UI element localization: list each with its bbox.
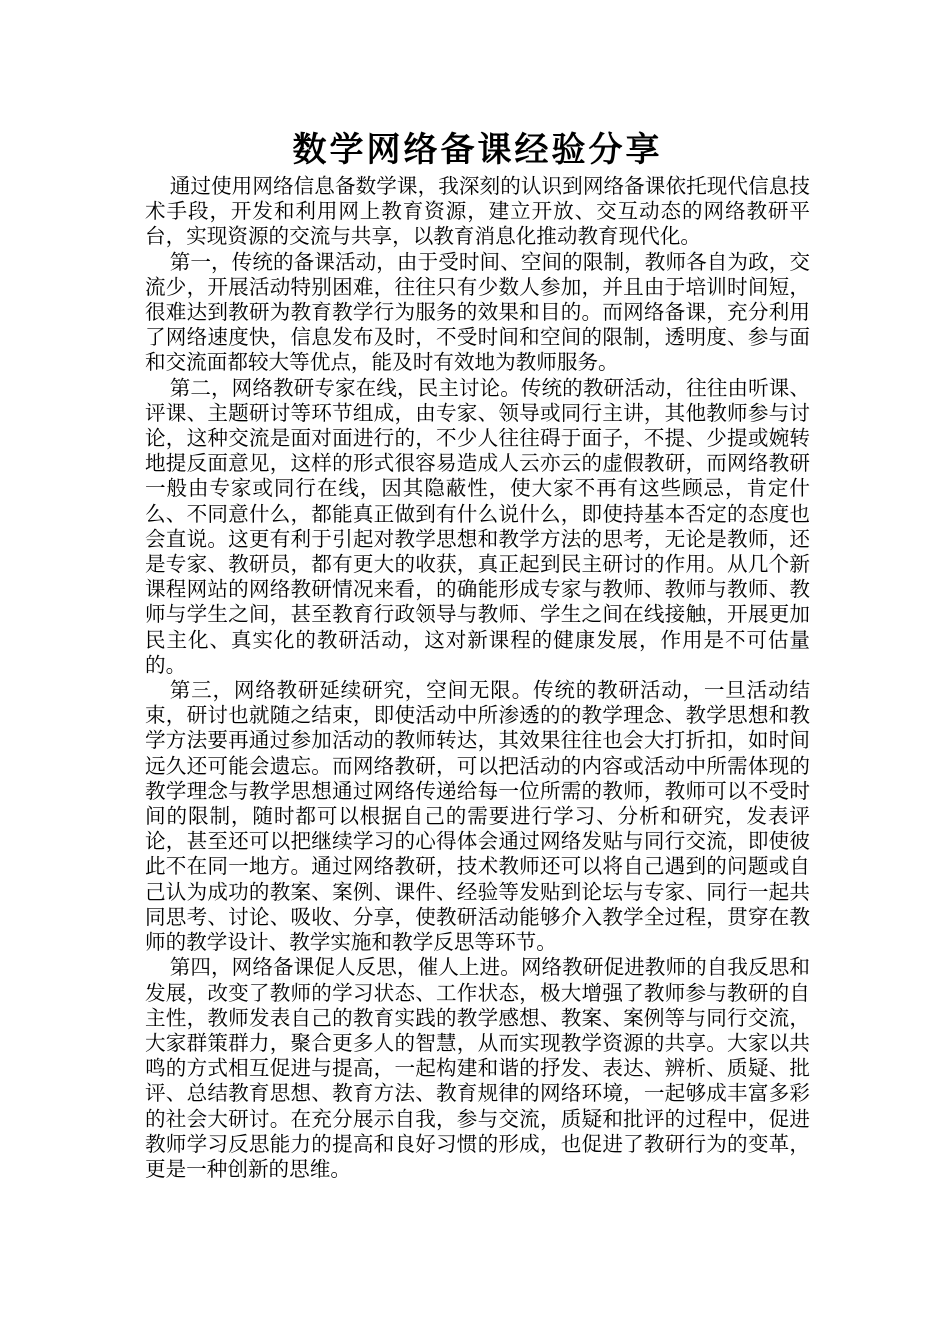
paragraph-first: 第一，传统的备课活动，由于受时间、空间的限制，教师各自为政，交流少，开展活动特别困难，往往只有少数人参加，并且由于培训时间短，很难达到教研为教育教学行为服务的效果和目的。而网络备课，充分利用了网络速度快，信息发布及时，不受时间和空间的限制，透明度、参与面和交流面都较大等优点，能及时有效地为教师服务。 — [145, 249, 810, 375]
document-page — [145, 128, 810, 1182]
paragraph-third: 第三，网络教研延续研究，空间无限。传统的教研活动，一旦活动结束，研讨也就随之结束，即使活动中所渗透的的教学理念、教学思想和教学方法要再通过参加活动的教师转达，其效果往往也会大打折扣，如时间远久还可能会遗忘。而网络教研，可以把活动的内容或活动中所需体现的教学理念与教学思想通过网络传递给每一位所需的教师，教师可以不受时间的限制，随时都可以根据自己的需要进行学习、分析和研究，发表评论，甚至还可以把继续学习的心得体会通过网络发贴与同行交流，即使彼此不在同一地方。通过网络教研，技术教师还可以将自己遇到的问题或自己认为成功的教案、案例、课件、经验等发贴到论坛与专家、同行一起共同思考、讨论、吸收、分享，使教研活动能够介入教学全过程，贯穿在教师的教学设计、教学实施和教学反思等环节。 — [145, 678, 810, 955]
paragraph-intro: 通过使用网络信息备数学课，我深刻的认识到网络备课依托现代信息技术手段，开发和利用网上教育资源，建立开放、交互动态的网络教研平台，实现资源的交流与共享，以教育消息化推动教育现代化。 — [145, 174, 810, 249]
paragraph-second: 第二，网络教研专家在线，民主讨论。传统的教研活动，往往由听课、评课、主题研讨等环节组成，由专家、领导或同行主讲，其他教师参与讨论，这种交流是面对面进行的，不少人往往碍于面子，不提、少提或婉转地提反面意见，这样的形式很容易造成人云亦云的虚假教研，而网络教研一般由专家或同行在线，因其隐蔽性，使大家不再有这些顾忌，肯定什么、不同意什么，都能真正做到有什么说什么，即使持基本否定的态度也会直说。这更有利于引起对教学思想和教学方法的思考，无论是教师，还是专家、教研员，都有更大的收获，真正起到民主研讨的作用。从几个新课程网站的网络教研情况来看，的确能形成专家与教师、教师与教师、教师与学生之间，甚至教育行政领导与教师、学生之间在线接触，开展更加民主化、真实化的教研活动，这对新课程的健康发展，作用是不可估量的。 — [145, 375, 810, 677]
document-title: 数学网络备课经验分享 — [292, 130, 663, 170]
paragraph-fourth: 第四，网络备课促人反思，催人上进。网络教研促进教师的自我反思和发展，改变了教师的学习状态、工作状态，极大增强了教师参与教研的自主性，教师发表自己的教育实践的教学感想、教案、案例等与同行交流，大家群策群力，聚合更多人的智慧，从而实现教学资源的共享。大家以共鸣的方式相互促进与提高，一起构建和谐的抒发、表达、辨析、质疑、批评、总结教育思想、教育方法、教育规律的网络环境，一起够成丰富多彩的社会大研讨。在充分展示自我，参与交流，质疑和批评的过程中，促进教师学习反思能力的提高和良好习惯的形成，也促进了教研行为的变革，更是一种创新的思维。 — [145, 955, 810, 1181]
